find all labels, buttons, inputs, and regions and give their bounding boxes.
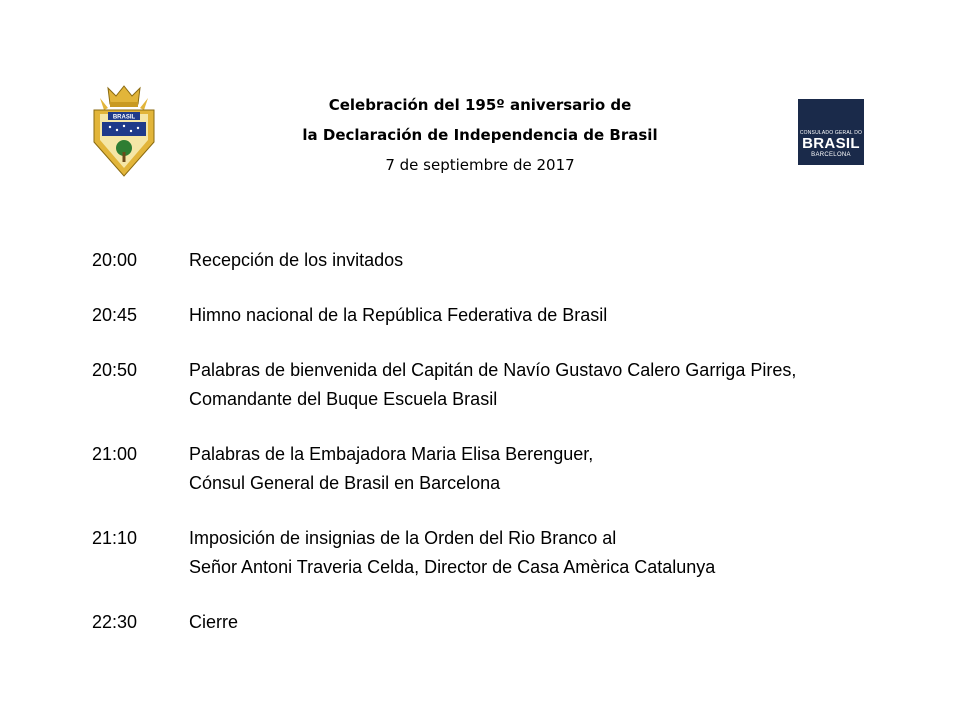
consulate-logo xyxy=(798,99,864,165)
schedule-description-line: Palabras de la Embajadora Maria Elisa Berenguer, xyxy=(189,444,594,464)
schedule-description-line: Señor Antoni Traveria Celda, Director de Casa Amèrica Catalunya xyxy=(189,557,716,577)
schedule-row xyxy=(92,246,912,275)
schedule-description xyxy=(189,301,607,330)
schedule-row xyxy=(92,608,912,637)
schedule-time: 22:30 xyxy=(92,612,138,632)
crest-label: BRASIL xyxy=(112,114,136,121)
navy-crest-emblem xyxy=(86,84,162,178)
consulate-logo-small-text: CONSULADO GERAL DO xyxy=(799,130,863,136)
consulate-logo-city: BARCELONA xyxy=(811,152,851,158)
schedule-time: 20:50 xyxy=(92,360,138,380)
schedule-description-line: Comandante del Buque Escuela Brasil xyxy=(189,389,498,409)
schedule-time: 20:00 xyxy=(92,250,138,270)
schedule-description-line: Recepción de los invitados xyxy=(189,250,404,270)
schedule-description-line: Cierre xyxy=(189,612,239,632)
schedule-description xyxy=(189,440,593,498)
schedule-row xyxy=(92,301,912,330)
schedule-row xyxy=(92,440,912,498)
schedule-description-line: Cónsul General de Brasil en Barcelona xyxy=(189,473,501,493)
event-title-line1: Celebración del 195º aniversario de xyxy=(328,96,632,114)
program-schedule xyxy=(92,246,912,663)
consulate-logo-brand: BRASIL xyxy=(802,135,860,152)
schedule-row xyxy=(92,356,912,414)
schedule-description xyxy=(189,524,715,582)
schedule-time: 21:00 xyxy=(92,444,138,464)
schedule-description-line: Himno nacional de la República Federativa de Brasil xyxy=(189,305,608,325)
schedule-time: 20:45 xyxy=(92,305,138,325)
event-date: 7 de septiembre de 2017 xyxy=(385,156,575,174)
schedule-description xyxy=(189,356,796,414)
schedule-description xyxy=(189,246,403,275)
schedule-description-line: Palabras de bienvenida del Capitán de Navío Gustavo Calero Garriga Pires, xyxy=(189,360,797,380)
event-header xyxy=(280,90,680,180)
schedule-row xyxy=(92,524,912,582)
schedule-description xyxy=(189,608,238,637)
event-title-line2: la Declaración de Independencia de Brasil xyxy=(302,126,658,144)
schedule-time: 21:10 xyxy=(92,528,138,548)
schedule-description-line: Imposición de insignias de la Orden del Rio Branco al xyxy=(189,528,617,548)
